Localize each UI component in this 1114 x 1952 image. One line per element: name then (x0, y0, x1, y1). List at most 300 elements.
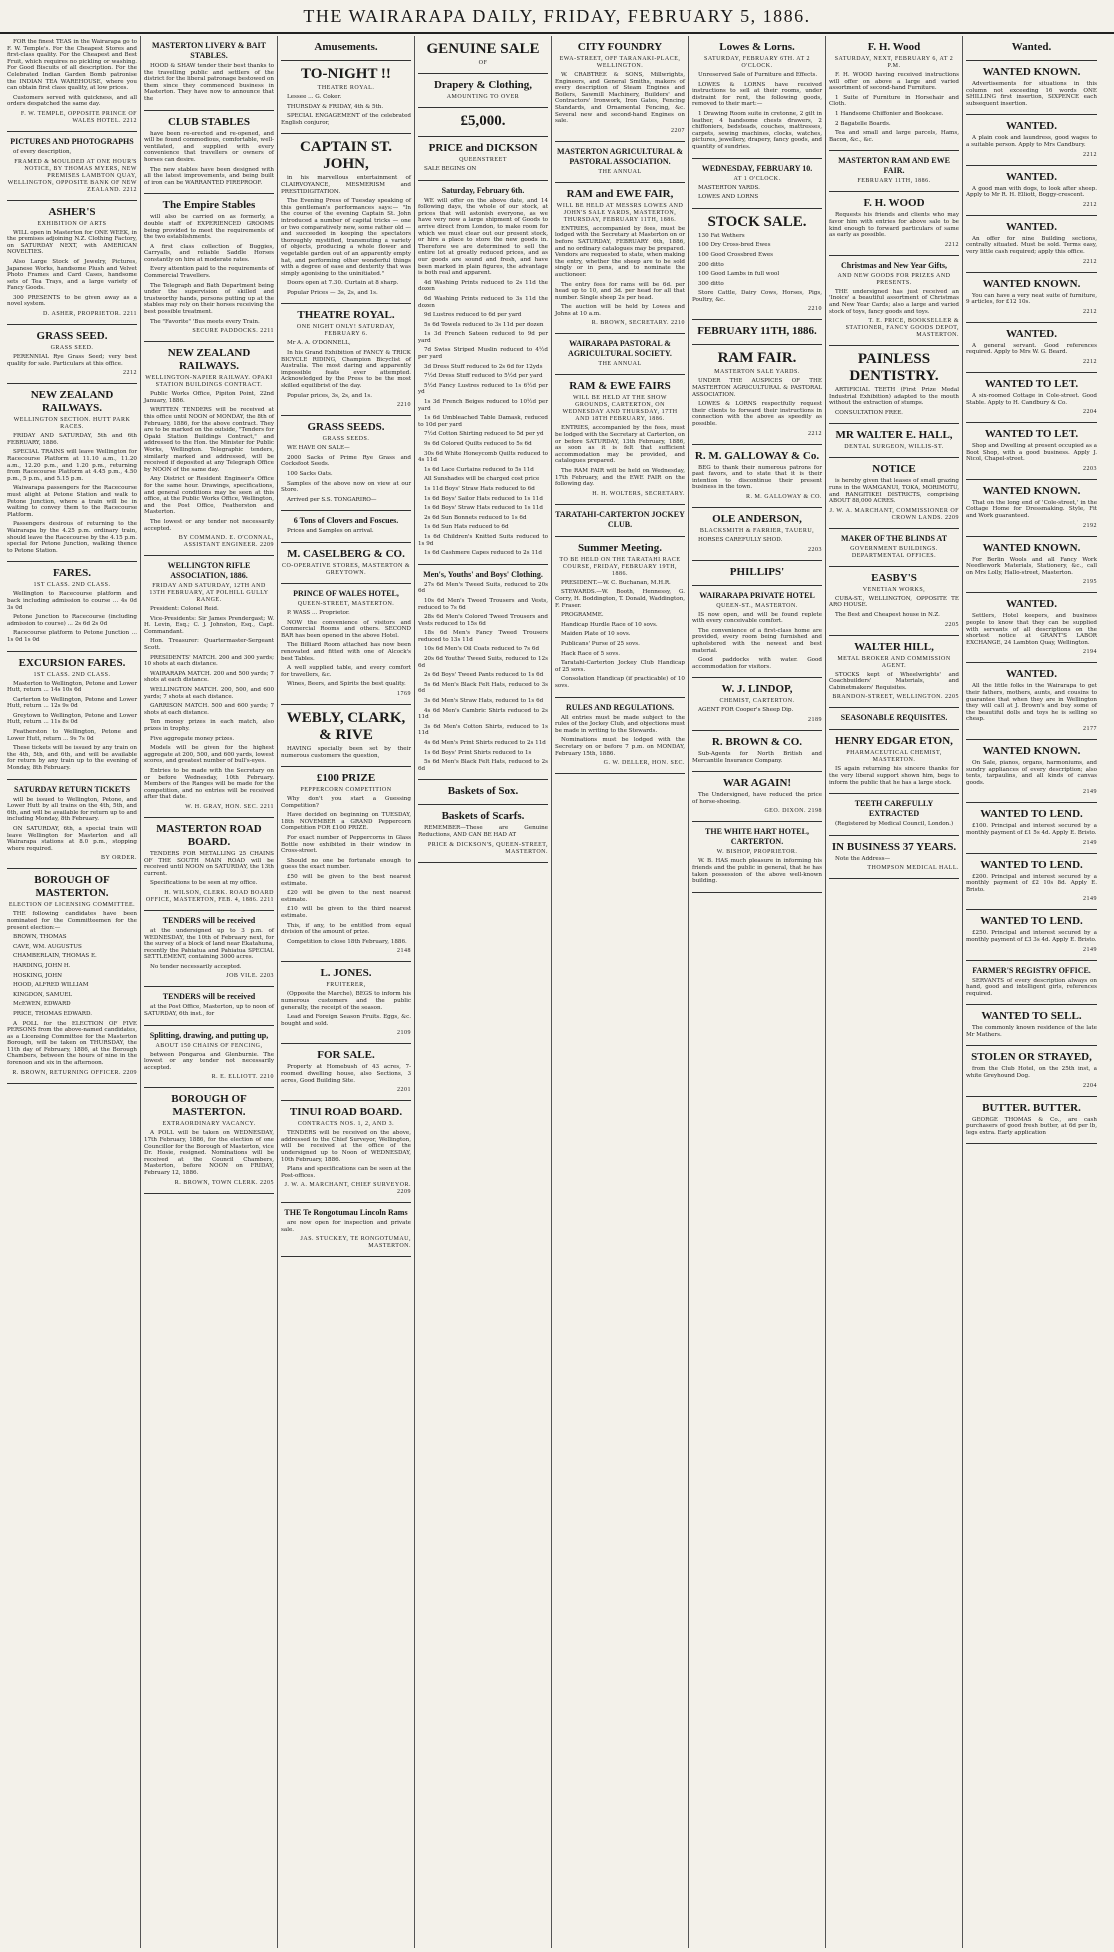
ad-paragraph: Unreserved Sale of Furniture and Effects. (698, 72, 818, 78)
ad-subheadline: WILL BE HELD AT THE SHOW GROUNDS, CARTERTON, ON WEDNESDAY AND THURSDAY, 17TH AND 18TH FEBRUARY, 1886. (562, 395, 678, 423)
ad-body (281, 94, 411, 126)
ad-headline: MASTERTON LIVERY & BAIT STABLES. (152, 41, 266, 60)
ad-paragraph: of every description, (13, 148, 72, 155)
ad-headline: MASTERTON RAM AND EWE FAIR. (838, 156, 950, 176)
ad-headline: WANTED. (1005, 598, 1058, 611)
ad-body (555, 580, 685, 690)
ad-paragraph: (Opposite the Marche), BEGS to inform his numerous customers and the public generally, the receipt of the season. (281, 991, 411, 1011)
ad-paragraph: 10s 6d Men's Oil Coats reduced to 7s 6d (424, 646, 540, 653)
ad-paragraph: Popular Prices — 3s, 2s, and 1s. (287, 289, 378, 296)
ad-body (829, 766, 959, 786)
advertisement (692, 445, 822, 508)
ad-paragraph: Publicans' Purse of 25 sovs. (561, 640, 640, 647)
ad-body (966, 443, 1097, 463)
advertisement (829, 36, 959, 151)
ad-headline: BOROUGH OF MASTERTON. (34, 874, 110, 900)
advertisement (829, 346, 959, 424)
ad-body (692, 378, 822, 427)
advertisement (7, 325, 137, 384)
ad-subheadline: EXHIBITION OF ARTS (37, 220, 107, 227)
ad-signature: THOMPSON MEDICAL HALL. (867, 865, 959, 872)
advertisement (692, 822, 822, 892)
ad-body (966, 930, 1097, 943)
ad-headline: Drapery & Clothing, (433, 79, 533, 91)
ad-paragraph: A general servant. Good references required. Apply to Mrs W. G. Beard. (966, 342, 1097, 356)
ad-paragraph: CONSULTATION FREE. (835, 409, 903, 416)
ad-subheadline: FRIDAY AND SATURDAY, 12TH AND 13TH FEBRUARY, AT POLHILL GULLY RANGE. (149, 583, 269, 604)
ad-headline: WAR AGAIN! (722, 777, 792, 790)
advertisement (144, 987, 274, 1025)
ad-paragraph: Taratahi-Carterton Jockey Club Handicap of 25 sovs. (555, 660, 685, 673)
ad-signature: 1769 (397, 690, 411, 697)
ad-headline: PRINCE OF WALES HOTEL, (293, 588, 399, 598)
ad-paragraph: PRICE, THOMAS EDWARD. (13, 1010, 93, 1017)
ad-paragraph: 20s 6d Youths' Tweed Suits, reduced to 12s 6d (418, 656, 548, 669)
ad-signature: BY COMMAND. E. O'CONNAL, ASSISTANT ENGINEER. 2209 (178, 535, 274, 549)
ad-paragraph: W. CRABTREE & SONS, Millwrights, Engineers, and General Smiths, makers of every description of Steam Engines and Boilers, Sawmill Machinery, Builders' and Contractors' Ironwork, Iron Gates, Fencing Standards, and Ornamental Fencing, &c. Several new and second-hand Engines on sale. (555, 72, 685, 125)
ad-signature: R. BROWN, SECRETARY. 2210 (591, 320, 685, 327)
ad-paragraph: LOWES & LORNS have received instructions to sell at their rooms, under distraint for rent, the following goods, removed to their mart:— (692, 81, 822, 108)
ad-paragraph: MASTERTON YARDS. (698, 184, 760, 191)
ad-paragraph: Lead and Foreign Season Fruits. Eggs, &c. bought and sold. (281, 1014, 411, 1027)
ad-signature: 2203 (1083, 465, 1097, 472)
ad-paragraph: 3d Dress Stuff reduced to 2s 6d for 12yds (424, 363, 543, 370)
ad-headline: FARES. (53, 567, 91, 580)
ad-paragraph: Models will be given for the highest aggregate at 200, 500, and 600 yards, lowest scores, and greatest number of bull's-eyes. (144, 745, 274, 765)
ad-signature: FRAMED & MOULDED AT ONE HOUR'S NOTICE, BY THOMAS MYERS, NEW PREMISES LAMBTON QUAY, WELLINGTON, OPPOSITE BANK OF NEW ZEALAND. 2212 (7, 158, 137, 193)
ad-headline: WANTED KNOWN. (982, 484, 1081, 497)
ad-body (692, 185, 822, 201)
ad-body (692, 612, 822, 671)
ad-paragraph: in his marvellous entertainment of CLAIRVOYANCE, MESMERISM and PRESTIDIGITATION. (281, 175, 411, 195)
ad-paragraph: WE will offer on the above date, and 14 following days, the whole of our stock, at prices that will astonish everyone, as we have very now a large shipment of Goods to arrive direct from London, to make room for which we must clear out our present stock, or hire a place to store the new goods in. Therefore we are determined to sell the entire lot at greatly reduced prices, and as our goods are sound and fresh, and have been marked in plain figures, the advantage is both real and apparent. (418, 197, 548, 277)
ad-body (281, 1064, 411, 1084)
ad-headline: THE WHITE HART HOTEL, CARTERTON. (705, 827, 809, 847)
ad-signature: D. ASHER, PROPRIETOR. 2211 (42, 311, 137, 318)
ad-paragraph: 1s 6d Children's Knitted Suits reduced to 1s 9d (418, 533, 548, 547)
ad-paragraph: An offer for nine Building sections, centrally situated. Must be sold. Terms easy, very little cash required; apply this office. (966, 235, 1097, 255)
ad-subheadline: GRASS SEEDS. (322, 436, 370, 443)
ad-headline: TARATAHI-CARTERTON JOCKEY CLUB. (555, 509, 685, 529)
ad-subheadline: CHEMIST, CARTERTON. (719, 698, 795, 705)
ad-paragraph: UNDER THE AUSPICES OF THE MASTERTON AGRICULTURAL & PASTORAL ASSOCIATION. (692, 378, 822, 398)
column-8 (963, 36, 1100, 1948)
ad-signature: 2192 (1083, 522, 1097, 529)
advertisement (829, 836, 959, 880)
ad-signature: 2204 (1083, 1082, 1097, 1089)
ad-headline: RAM FAIR. (717, 350, 797, 367)
ad-paragraph: WILL open in Masterton for ONE WEEK, in the premises adjoining N.Z. Clothing Factory, on SATURDAY NEXT, with AMERICAN NOVELTIES. (7, 229, 137, 256)
ad-body (966, 1025, 1097, 1038)
ad-paragraph: 1s 6d Umbleached Table Damask, reduced to 10d per yard (418, 415, 548, 428)
ad-body (829, 596, 959, 619)
ad-paragraph: On Sale, pianos, organs, harmoniums, and sundry appliances of every description; also tents, tarpaulins, and all kinds of canvas goods. (966, 759, 1097, 786)
ad-paragraph: 7½d Cotton Shirting reduced to 5d per yd (424, 431, 544, 438)
ad-headline: Lowes & Lorns. (719, 41, 795, 53)
ad-subheadline: GOVERNMENT BUILDINGS. DEPARTMENTAL OFFICES. (850, 545, 938, 559)
ad-paragraph: 27s 6d Men's Tweed Suits, reduced to 20s 6d (418, 581, 548, 595)
ad-headline: Saturday, February 6th. (441, 185, 525, 195)
ad-headline: BOROUGH OF MASTERTON. (171, 1093, 247, 1119)
ad-subheadline: QUEEN-STREET, MASTERTON. (297, 600, 395, 607)
ad-paragraph: NOW the convenience of visitors and Commercial Rooms and others. SECOND BAR has been opened in the above Hotel. (281, 619, 411, 639)
ad-paragraph: 30s 6d White Honeycomb Quilts reduced to 4s 11d (418, 450, 548, 464)
ad-paragraph: 1s 6d Boys' Sailor Hats reduced to 1s 11d (424, 495, 543, 502)
ad-signature: 2212 (1083, 151, 1097, 158)
ad-headline: IN BUSINESS 37 YEARS. (831, 840, 957, 853)
ad-headline: SEASONABLE REQUISITES. (840, 713, 948, 723)
ad-body (966, 613, 1097, 646)
advertisement (966, 480, 1097, 537)
ad-paragraph: CHAMBERLAIN, THOMAS E. (13, 953, 97, 960)
ad-paragraph: W. B. HAS much pleasure in informing his friends and the public in general, that he has taken possession of the above well-known building. (692, 858, 822, 885)
ad-paragraph: Have decided on beginning on TUESDAY, 18th NOVEMBER a GRAND Peppercorn Competition FOR £100 PRIZE. (281, 812, 411, 832)
ad-headline: R. M. GALLOWAY & Co. (694, 449, 820, 462)
ad-subheadline: PHARMACEUTICAL CHEMIST, MASTERTON. (846, 750, 942, 764)
advertisement (281, 584, 411, 705)
ad-paragraph: 2s 6d Sun Bonnets reduced to 1s 6d (424, 514, 527, 521)
ad-paragraph: Hack Race of 5 sovs. (561, 650, 621, 657)
ad-signature: 2212 (1083, 201, 1097, 208)
ad-subheadline: WILL BE HELD AT MESSRS LOWES AND JOHN'S SALE YARDS, MASTERTON, THURSDAY, FEBRUARY 11TH, 1886. (556, 202, 684, 223)
ad-subheadline: 1ST CLASS. 2ND CLASS. (33, 582, 111, 589)
ad-paragraph: 1s 6d Cashmere Capes reduced to 2s 11d (424, 550, 543, 557)
ad-paragraph: Good paddocks with water. Good accommodation for visitors. (692, 657, 822, 670)
ad-paragraph: Doors open at 7.30. Curtain at 8 sharp. (287, 280, 399, 287)
ad-signature: 2205 (945, 621, 959, 628)
ad-paragraph: WE HAVE ON SALE— (287, 445, 350, 452)
ad-signature: GEO. DIXON. 2198 (764, 808, 822, 815)
ad-signature: R. BROWN, RETURNING OFFICER. 2209 (12, 1069, 137, 1076)
ad-paragraph: Shop and Dwelling at present occupied as a Boot Shop, with a good business. Apply J. Nicol, Chapel-street. (966, 443, 1097, 463)
ad-body (7, 681, 137, 772)
advertisement (281, 767, 411, 962)
ad-paragraph: Consolation Handicap (if practicable) of 10 sovs. (555, 676, 685, 689)
advertisement (281, 1203, 411, 1257)
ad-paragraph: 3s 6d Men's Cotton Shirts, reduced to 1s 11d (418, 723, 548, 737)
ad-body (281, 746, 411, 759)
advertisement (966, 854, 1097, 911)
advertisement (555, 537, 685, 698)
ad-subheadline: THEATRE ROYAL. (317, 85, 375, 91)
ad-headline: FARMER'S REGISTRY OFFICE. (972, 965, 1091, 975)
ad-body (692, 707, 822, 714)
ad-paragraph: STEWARDS.—W. Booth, Hennessy, G. Corry, H. Boddington, T. Donald, Waddington, F. Fraser. (555, 589, 685, 609)
ad-headline: WANTED KNOWN. (982, 277, 1081, 290)
ad-headline: GRASS SEEDS. (307, 421, 385, 434)
ad-paragraph: Entries to be made with the Secretary on or before Wednesday, 10th February. Members of the Ranges will be made for the competition, and no entries will be received after that date. (144, 767, 274, 801)
ad-paragraph: TENDERS will be received on the above, addressed to the Chief Surveyor, Wellington, will be received at the office of the undersigned up to Noon of WEDNESDAY, 10th February, 1886. (281, 1130, 411, 1163)
ad-paragraph: 1 Drawing Room suite in cretonne, 2 gilt in leather, 4 handsome chests drawers, 2 chiffoniers, bedsteads, couches, mattresses, carpets, sewing machines, clocks, watches, pictures, jewellery, drapery, fancy goods, and quantity of sundries. (692, 110, 822, 150)
ad-paragraph: HOOD & SHAW tender their best thanks to the travelling public and settlers of the district for the liberal patronage bestowed on them since they commenced business in Masterton. They have now to announce that the (144, 63, 274, 102)
ad-signature: 2212 (1083, 308, 1097, 315)
ad-body (829, 387, 959, 416)
ad-headline: GRASS SEED. (36, 330, 108, 343)
ad-signature: 2207 (671, 127, 685, 134)
ad-paragraph: £20 will be given to the next nearest estimate. (281, 890, 411, 903)
advertisement (966, 61, 1097, 115)
ad-subheadline: QUEENSTREET (459, 157, 507, 163)
ad-headline: Christmas and New Year Gifts, (841, 260, 947, 270)
ad-body (281, 528, 411, 535)
ad-headline: WANTED. (1005, 220, 1058, 233)
ad-body (966, 293, 1097, 306)
ad-paragraph: HARDING, JOHN H. (13, 962, 71, 969)
ad-body (966, 393, 1097, 406)
ad-body (144, 1052, 274, 1072)
ad-headline: NOTICE (872, 463, 916, 476)
ad-paragraph: have been re-erected and re-opened, and will be found commodious, comfortable, well-ventilated, and supplied with every convenience that travellers or owners of horses can desire. (144, 130, 274, 163)
ad-signature: 2212 (123, 370, 137, 377)
ad-subheadline: ONE NIGHT ONLY! SATURDAY, FEBRUARY 6. (296, 324, 396, 338)
advertisement (966, 537, 1097, 594)
ad-subheadline: VENETIAN WORKS, (862, 586, 926, 593)
ad-body (7, 433, 137, 554)
ad-body (966, 760, 1097, 786)
ad-subheadline: AND NEW GOODS FOR PRIZES AND PRESENTS. (837, 272, 951, 286)
ad-signature: 2201 (397, 1087, 411, 1094)
ad-paragraph: P. WASS ... Proprietor. (287, 609, 350, 616)
ad-subheadline: METAL BROKER AND COMMISSION AGENT. (837, 655, 951, 669)
ad-headline: Baskets of Sox. (447, 785, 519, 798)
ad-paragraph: 18s 6d Men's Fancy Tweed Trousers reduced to 13s 11d (418, 630, 548, 643)
ad-body (966, 823, 1097, 836)
ad-headline: TEETH CAREFULLY EXTRACTED (854, 799, 934, 819)
ad-headline: WALTER HILL, (854, 640, 934, 653)
ad-subheadline: AT 1 O'CLOCK. (733, 175, 781, 182)
advertisement (281, 61, 411, 134)
ad-paragraph: £10 will be given to the third nearest estimate. (281, 906, 411, 919)
ad-paragraph: Also Large Stock of Jewelry, Pictures, Japanese Works, handsome Plush and Velvet Photo Frames and Card Cases, handsome sets of Tea Trays, and a large variety of Fancy Goods. (7, 258, 137, 292)
ad-body (7, 797, 137, 853)
ad-paragraph: 200 ditto (698, 261, 724, 268)
ad-subheadline: GRASS SEED. (50, 345, 94, 352)
ad-headline: WAIRARAPA PRIVATE HOTEL (699, 590, 815, 600)
ad-paragraph: THURSDAY & FRIDAY, 4th & 5th. (287, 103, 384, 110)
ad-paragraph: CUBA-ST., WELLINGTON, OPPOSITE TE ARO HOUSE. (829, 595, 959, 609)
ad-paragraph: Wines, Beers, and Spirits the best quality. (287, 681, 406, 688)
ad-paragraph: McEWEN, EDWARD (13, 1001, 71, 1008)
ad-paragraph: Requests his friends and clients who may favor him with entries for above sale to be kind enough to forward particulars of same as early as possible. (829, 212, 959, 239)
ad-headline: THE Te Rongotumau Lincoln Rams (284, 1208, 408, 1218)
ad-headline: CAPTAIN ST. JOHN, (300, 139, 392, 173)
ad-headline: BUTTER. BUTTER. (982, 1101, 1081, 1114)
ad-paragraph: President: Colonel Reid. (150, 606, 219, 613)
ad-headline: EASBY'S (871, 571, 917, 584)
ad-paragraph: Featherston to Wellington, Petone and Lower Hutt, return ... 9s 7s 0d (7, 729, 137, 742)
ad-body (418, 166, 548, 173)
ad-paragraph: 100 Sacks Oats. (287, 471, 333, 477)
ad-headline: RAM and EWE FAIR, (566, 187, 674, 200)
ad-signature: G. W. DELLER, HON. SEC. (603, 760, 685, 767)
ad-body (555, 72, 685, 125)
ad-body (966, 343, 1097, 356)
ad-paragraph: PRESIDENTS' MATCH. 200 and 300 yards; 10 shots at each distance. (144, 654, 274, 668)
ad-signature: 2194 (1083, 649, 1097, 656)
advertisement (966, 373, 1097, 423)
advertisement (281, 1044, 411, 1101)
ad-paragraph: Customers served with quickness, and all orders despatched the same day. (7, 94, 137, 108)
advertisement (555, 142, 685, 183)
ad-paragraph: A six-roomed Cottage in Cole-street. Good Stable. Apply to H. Candbury & Co. (966, 392, 1097, 406)
ad-paragraph: Should no one be fortunate enough to guess the exact number. (281, 857, 411, 871)
ad-paragraph: 300 PRESENTS to be given away as a novel system. (7, 294, 137, 308)
ad-paragraph: 9d Lustres reduced to 6d per yard (424, 312, 522, 319)
ad-body (555, 425, 685, 487)
ad-paragraph: THE following candidates have been nominated for the Committeemen for the present election:— (7, 911, 137, 931)
ad-paragraph: 100 Dry Cross-bred Ewes (698, 242, 771, 249)
ad-body (7, 591, 137, 643)
advertisement (281, 705, 411, 767)
ad-body (144, 391, 274, 532)
ad-paragraph: A well supplied table, and every comfort for travellers, &c. (281, 665, 411, 678)
ad-paragraph: will also be carried on as formerly, a double staff of EXPERIENCED GROOMS being provided to meet the requirements of the two establishments. (144, 214, 274, 241)
ad-paragraph: ON SATURDAY, 6th, a special train will leave Wellington for Masterton and all Wairarapa stations at 8.0 p.m., stopping where required. (7, 826, 137, 852)
column-3 (278, 36, 415, 1948)
column-4 (415, 36, 552, 1948)
ad-paragraph: Store Cattle, Dairy Cows, Horses, Pigs, Poultry, &c. (692, 290, 822, 303)
ad-headline: TO-NIGHT !! (301, 66, 391, 82)
ad-paragraph: 1 Handsome Chiffonier and Bookcase. (835, 110, 944, 117)
ad-body (966, 1117, 1097, 1137)
advertisement (144, 194, 274, 342)
ad-subheadline: ELECTION OF LICENSING COMMITTEE. (8, 902, 136, 909)
ad-subheadline: EWA-STREET, OFF TARANAKI-PLACE, WELLINGTON. (559, 56, 681, 69)
ad-subheadline: PEPPERCORN COMPETITION (300, 787, 392, 794)
ad-headline: WEBLY, CLARK, & RIVE (286, 709, 406, 743)
ad-paragraph: A POLL will be taken on WEDNESDAY, 17th February, 1886, for the election of one Councillor for the Borough of Masterton, vice Dr. Hosie, resigned. Nominations will be received at the Council Chambers, Masterton, before NOON on FRIDAY, February 12, 1886. (144, 1130, 274, 1176)
advertisement (966, 910, 1097, 960)
ad-paragraph: The RAM FAIR will be held on Wednesday, 17th February, and the EWE FAIR on the following day. (555, 468, 685, 488)
ad-body (281, 796, 411, 945)
advertisement (418, 565, 548, 781)
advertisement (966, 1046, 1097, 1096)
ad-paragraph: The Best and Cheapest house in N.Z. (835, 612, 940, 619)
ad-body (281, 1130, 411, 1179)
advertisement (555, 505, 685, 537)
advertisement (829, 256, 959, 346)
ad-headline: GENUINE SALE (426, 41, 540, 57)
column-2 (141, 36, 278, 1948)
ad-paragraph: HAVING specially been set by their numerous customers the question, (281, 745, 411, 759)
ad-body (144, 606, 274, 801)
ad-paragraph: Note the Address— (835, 855, 891, 862)
ad-body (281, 445, 411, 503)
ad-paragraph: ENTRIES, accompanied by fees, must be lodged with the Secretary at Masterton on or before SATURDAY, FEBRUARY 6th, 1886, and no ordinary catalogues may be prepared. Vendors are requested to state, when making the entry, whether the sheep are to be sold singly or in pens, and to nominate the auctioneer. (555, 225, 685, 278)
advertisement (418, 181, 548, 565)
ad-paragraph: PERENNIAL Rye Grass Seed; very best quality for sale. Particulars at this office. (7, 354, 137, 367)
ad-signature: 2177 (1083, 725, 1097, 732)
ad-paragraph: You can have a very neat suite of furniture, 9 articles, for £12 10s. (966, 292, 1097, 306)
ad-paragraph: £100. Principal and interest secured by a monthly payment of £1 5s 4d. Apply E. Bristo. (966, 823, 1097, 836)
ad-headline: FOR SALE. (317, 1049, 375, 1062)
advertisement (692, 772, 822, 822)
ad-paragraph: 6d Washing Prints reduced to 3s 11d the dozen (418, 295, 548, 309)
ad-subheadline: 1ST CLASS. 2ND CLASS. (33, 671, 111, 678)
ad-subheadline: WELLINGTON-NAPIER RAILWAY. OPAKI STATION BUILDINGS CONTRACT. (145, 375, 273, 389)
ad-paragraph: ENTRIES, accompanied by the fees, must be lodged with the Secretary at Carterton, on or before SATURDAY, 13th February, 1886, as soon as it is felt that sufficient accommodation may be provided, and catalogues prepared. (555, 425, 685, 465)
ad-body (144, 1004, 274, 1017)
ad-paragraph: from the Club Hotel, on the 25th inst, a white Greyhound Dog. (966, 1066, 1097, 1080)
advertisement (829, 192, 959, 255)
ad-headline: STOCK SALE. (707, 213, 807, 230)
advertisement (281, 1101, 411, 1203)
ad-signature: R. E. ELLIOTT. 2210 (211, 1074, 274, 1081)
advertisement (692, 36, 822, 159)
advertisement (692, 320, 822, 345)
advertisement (7, 132, 137, 201)
ad-signature: BRANDON-STREET, WELLINGTON. 2205 (832, 694, 959, 701)
ad-paragraph: Any District or Resident Engineer's Office for the same hour. Drawings, specifications, and general conditions may be seen at this office, at the Public Works Office, Wellington, and the Post Office, Featherston and Masterton. (144, 476, 274, 516)
ad-subheadline: FEBRUARY 11TH, 1886. (857, 178, 931, 185)
ad-paragraph: For Berlin Wools and all Fancy Work Needlework Materials, Stationery, &c., call on Mrs Lolly, Hallo-street, Masterton. (966, 556, 1097, 576)
ad-body (7, 39, 137, 108)
ad-paragraph: The Telegraph and Bath Department being under the supervision of skilled and trustworthy hands, persons putting up at the stables may rely on their horses receiving the best possible treatment. (144, 282, 274, 316)
ad-paragraph: SERVANTS of every description always on hand, good and intelligent girls, references required. (966, 977, 1097, 997)
ad-body (555, 715, 685, 758)
advertisement (281, 134, 411, 304)
ad-body (7, 354, 137, 367)
ad-paragraph: Competition to close 18th February, 1886. (287, 938, 407, 945)
ad-paragraph: 28s 6d Men's Colored Tweed Trousers and Vests reduced to 15s 6d (418, 614, 548, 627)
ad-paragraph: Samples of the above now on view at our Store. (281, 480, 411, 494)
ad-paragraph: Why don't you start a Guessing Competition? (281, 796, 411, 809)
ad-paragraph: The convenience of a first-class home are provided, every room being furnished and upholstered with the newest and best material. (692, 627, 822, 654)
ad-paragraph: Plans and specifications can be seen at the Post-offices. (281, 1166, 411, 1179)
ad-paragraph: 300 ditto (698, 280, 724, 287)
ad-headline: PHILLIPS' (729, 565, 785, 578)
ad-body (281, 610, 411, 688)
ad-body (555, 226, 685, 318)
ad-paragraph: 4s 6d Men's Print Shirts reduced to 2s 11d (424, 740, 546, 746)
ad-headline: WANTED TO LEND. (980, 915, 1083, 928)
ad-signature: BY ORDER. (101, 855, 137, 862)
ad-subheadline: DENTAL SURGEON, WILLIS-ST. (844, 444, 944, 451)
ad-body (7, 911, 137, 1066)
ad-paragraph: The lowest or any tender not necessarily accepted. (144, 518, 274, 532)
advertisement (418, 108, 548, 137)
ad-subheadline: W. BISHOP, PROPRIETOR. (716, 849, 798, 856)
ad-subheadline: BLACKSMITH & FARRIER, TAUERU, (699, 528, 815, 534)
ad-paragraph: IS again returning his sincere thanks for the very liberal support shown him, begs to inform the public that he has a large stock. (829, 766, 959, 786)
ad-paragraph: 1s 11d Boys' Straw Hats reduced to 6d (424, 485, 535, 492)
column-5 (552, 36, 689, 1948)
ad-headline: Men's, Youths' and Boys' Clothing. (423, 569, 543, 579)
ad-headline: W. J. LINDOP, (721, 683, 793, 696)
ad-paragraph: Racecourse platform to Petone Junction ... 1s 0d 1s 0d (7, 630, 137, 643)
ad-paragraph: 100 Good Crossbred Ewes (698, 251, 774, 258)
ad-subheadline: FRUITERER, (326, 982, 366, 989)
ad-signature: R. BROWN, TOWN CLERK. 2205 (174, 1179, 274, 1186)
ad-signature: 2195 (1083, 579, 1097, 586)
advertisement (829, 529, 959, 567)
advertisement (555, 375, 685, 504)
ad-headline: TENDERS will be received (162, 915, 256, 925)
ad-headline: F. H. WOOD (863, 197, 925, 210)
ad-body (692, 751, 822, 764)
ad-paragraph: Public Works Office, Pipiton Point, 22nd January, 1886. (144, 391, 274, 404)
ad-paragraph: No tender necessarily accepted. (150, 963, 242, 970)
ad-paragraph: 5s 6d Men's Black Felt Hats, reduced to 2s 6d (418, 759, 548, 772)
ad-signature: J. W. A. MARCHANT, COMMISSIONER OF CROWN LANDS. 2209 (829, 507, 959, 521)
ad-headline: WANTED. (1005, 120, 1058, 133)
ad-paragraph: These tickets will be issued by any train on the 4th, 5th, and 6th, and will be available for return by any train up to the evening of Monday, 8th February. (7, 745, 137, 772)
ad-paragraph: Handicap Hurdle Race of 10 sovs. (561, 621, 658, 628)
ad-body (829, 478, 959, 504)
ad-paragraph: F. H. WOOD having received instructions will offer on above a large and varied assortment of second-hand Furniture. (829, 72, 959, 92)
ad-body (829, 212, 959, 238)
ad-subheadline: EXTRAORDINARY VACANCY. (162, 1121, 256, 1128)
